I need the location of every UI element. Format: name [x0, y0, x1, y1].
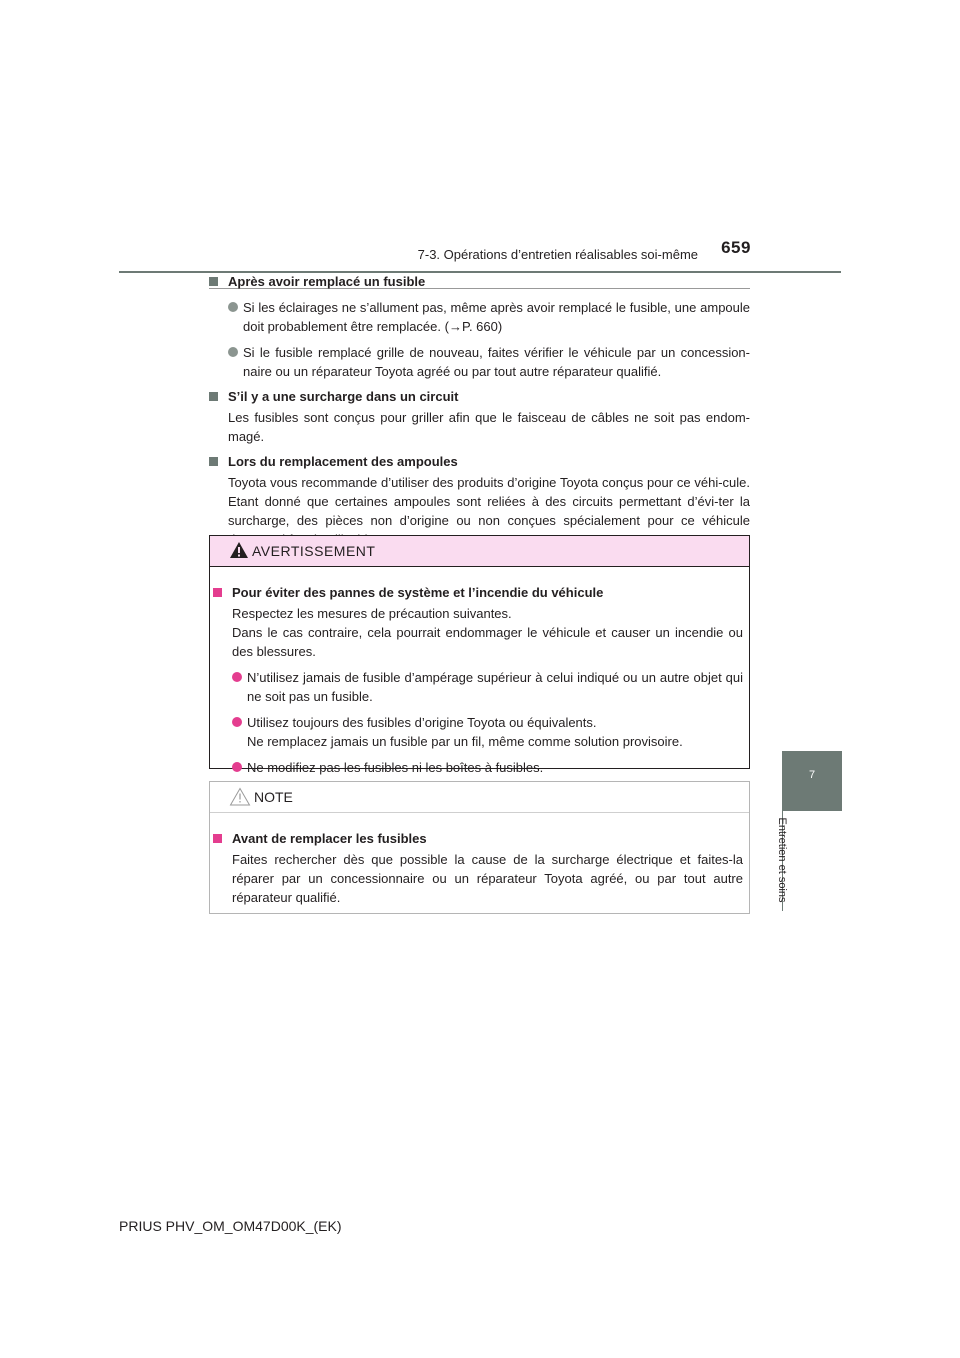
note-text: Faites rechercher dès que possible la cause de la surcharge électrique et faites-la réparer par un concessionnaire ou un réparateur Toyota agréé, ou par tout autre réparateur qualifié.	[232, 852, 743, 905]
note-heading: Avant de remplacer les fusibles	[232, 831, 427, 846]
section-square-icon	[213, 588, 222, 597]
list-item: Si le fusible remplacé grille de nouveau, faites vérifier le véhicule par un concession-naire ou un réparateur Toyota agréé ou par tout autre réparateur qualifié.	[228, 343, 750, 381]
section-overload	[209, 387, 750, 446]
section-heading: Après avoir remplacé un fusible	[228, 274, 426, 289]
list-item: Ne modifiez pas les fusibles ni les boîtes à fusibles.	[232, 758, 743, 777]
bullet-icon	[228, 347, 238, 357]
warning-title: AVERTISSEMENT	[252, 543, 376, 559]
main-content	[209, 266, 750, 549]
page-number: 659	[721, 238, 751, 257]
note-triangle-icon	[229, 787, 251, 806]
bullet-icon	[228, 302, 238, 312]
footer-doc-code: PRIUS PHV_OM_OM47D00K_(EK)	[119, 1218, 342, 1234]
chapter-label: Entretien et soins	[776, 817, 788, 903]
warning-header	[210, 536, 749, 567]
warning-heading: Pour éviter des pannes de système et l’incendie du véhicule	[232, 585, 604, 600]
section-text: Les fusibles sont conçus pour griller afin que le faisceau de câbles ne soit pas endom-magé.	[228, 410, 750, 444]
section-square-icon	[209, 392, 218, 401]
header-section-title: 7-3. Opérations d’entretien réalisables soi-même	[417, 247, 698, 262]
list-item: Utilisez toujours des fusibles d’origine Toyota ou équivalents. Ne remplacez jamais un fusible par un fil, même comme solution provisoire.	[232, 713, 743, 751]
warning-triangle-icon	[229, 541, 249, 559]
section-heading: Lors du remplacement des ampoules	[228, 454, 458, 469]
bullet-icon	[232, 762, 242, 772]
note-body	[213, 813, 749, 907]
warning-text: Dans le cas contraire, cela pourrait endommager le véhicule et causer un incendie ou des blessures.	[232, 625, 743, 659]
chapter-tab: 7	[782, 751, 842, 811]
note-header	[210, 782, 749, 813]
note-title: NOTE	[254, 789, 293, 805]
section-square-icon	[209, 457, 218, 466]
section-text: Toyota vous recommande d’utiliser des produits d’origine Toyota conçus pour ce véhi-cule. Etant donné que certaines ampoules sont reliées à des circuits permettant d’évi-ter la surcharge, des pièces non d’origine ou non conçues spécialement pour ce véhicule	[228, 475, 750, 528]
list-item: N’utilisez jamais de fusible d’ampérage supérieur à celui indiqué ou un autre objet qui ne soit pas un fusible.	[232, 668, 743, 706]
bullet-icon	[232, 717, 242, 727]
section-after-replacement	[209, 272, 750, 381]
warning-body	[213, 567, 749, 777]
section-square-icon	[213, 834, 222, 843]
warning-text: Respectez les mesures de précaution suivantes.	[232, 606, 512, 621]
bullet-icon	[232, 672, 242, 682]
list-item: Si les éclairages ne s’allument pas, même après avoir remplacé le fusible, une ampoule doit probablement être remplacée. (→P. 660)	[228, 298, 750, 336]
note-box	[209, 781, 750, 914]
section-square-icon	[209, 277, 218, 286]
warning-box	[209, 535, 750, 775]
section-heading: S’il y a une surcharge dans un circuit	[228, 389, 459, 404]
